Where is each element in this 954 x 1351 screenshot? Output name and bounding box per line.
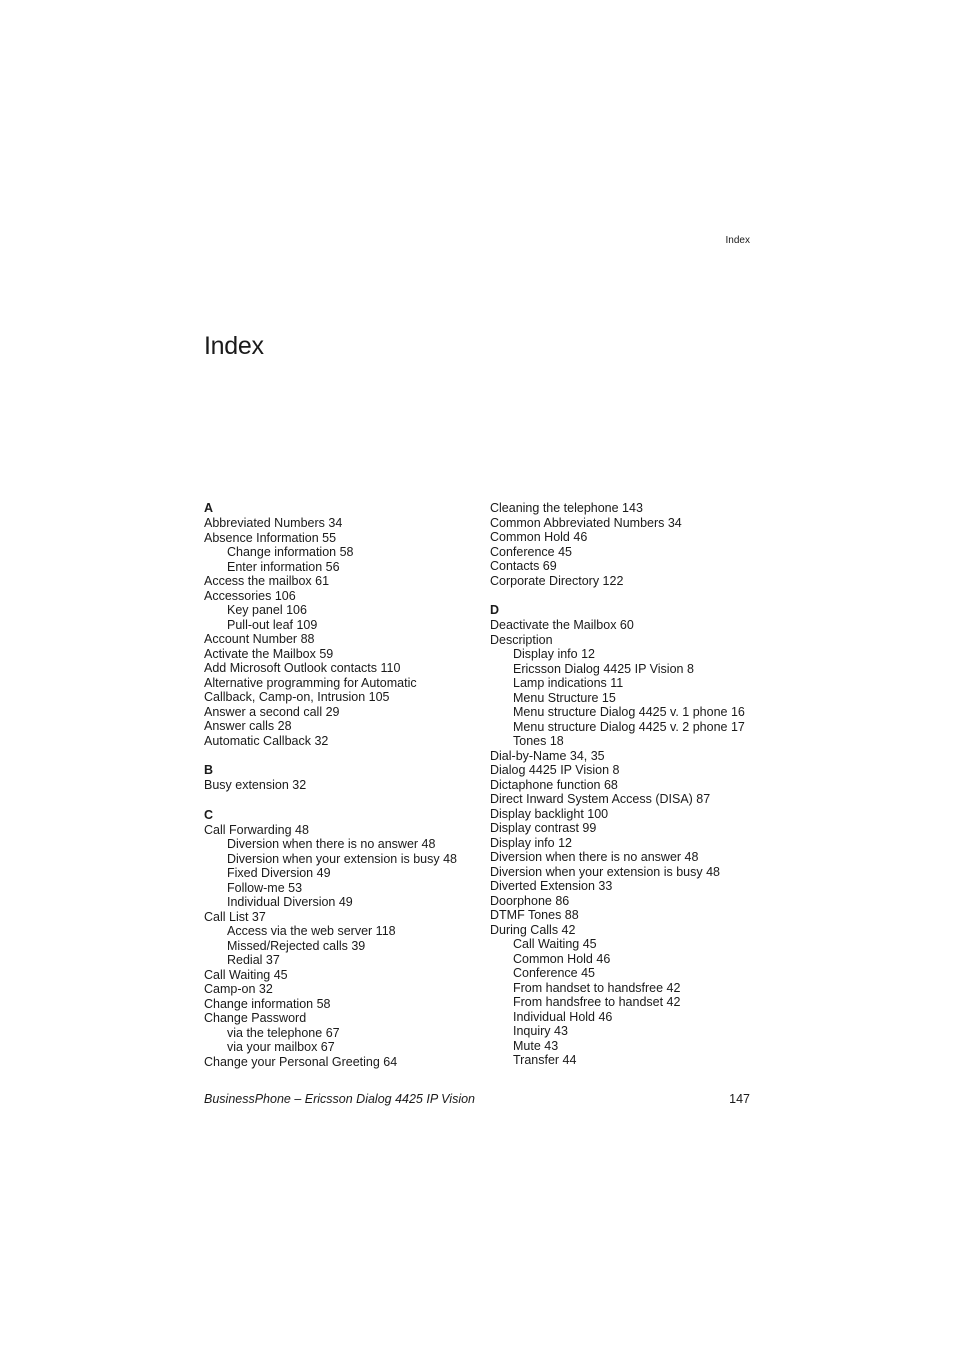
index-subentry: Menu structure Dialog 4425 v. 2 phone 17 (513, 719, 745, 734)
index-entry: DTMF Tones 88 (490, 908, 579, 922)
index-entry: Alternative programming for Automatic (204, 675, 417, 690)
index-subentry: Common Hold 46 (513, 951, 611, 966)
index-entry: During Calls 42 (490, 922, 576, 937)
index-subentry: Key panel 106 (227, 603, 307, 617)
index-subentry: Individual Diversion 49 (227, 895, 353, 909)
index-subentry: Call Waiting 45 (513, 937, 597, 951)
index-letter-heading: D (490, 603, 500, 617)
index-entry: Call List 37 (204, 909, 266, 924)
index-subentry: Access via the web server 118 (227, 924, 396, 938)
index-entry: Direct Inward System Access (DISA) 87 (490, 792, 711, 806)
index-letter-heading: B (204, 763, 214, 777)
index-subentry: Ericsson Dialog 4425 IP Vision 8 (513, 661, 694, 676)
index-entry: Display info 12 (490, 835, 572, 850)
index-entry: Cleaning the telephone 143 (490, 501, 643, 515)
index-subentry: Fixed Diversion 49 (227, 866, 331, 880)
index-entry: Call Forwarding 48 (204, 822, 309, 837)
index-subentry: Change information 58 (227, 545, 354, 559)
index-entry: Description (490, 632, 553, 647)
index-entry: Camp-on 32 (204, 982, 273, 996)
index-entry: Dictaphone function 68 (490, 777, 618, 792)
index-subentry: Diversion when your extension is busy 48 (227, 851, 457, 866)
index-entry: Access the mailbox 61 (204, 574, 330, 588)
index-entry: Common Hold 46 (490, 530, 588, 544)
index-entry: Dialog 4425 IP Vision 8 (490, 763, 620, 777)
footer-document-title: BusinessPhone – Ericsson Dialog 4425 IP Vision (204, 1092, 475, 1106)
index-entry: Busy extension 32 (204, 778, 307, 792)
index-subentry: Follow-me 53 (227, 880, 303, 895)
index-entry: Change your Personal Greeting 64 (204, 1054, 398, 1069)
index-entry: Add Microsoft Outlook contacts 110 (204, 661, 401, 675)
index-column-right (490, 501, 754, 1068)
index-entry: Diverted Extension 33 (490, 879, 613, 893)
page-title: Index (204, 332, 264, 360)
index-entry: Display backlight 100 (490, 806, 609, 821)
index-entry: Diversion when your extension is busy 48 (490, 864, 720, 879)
index-letter-heading: A (204, 501, 214, 515)
index-subentry: Missed/Rejected calls 39 (227, 938, 366, 953)
index-entry: Callback, Camp-on, Intrusion 105 (204, 690, 390, 704)
index-entry: Deactivate the Mailbox 60 (490, 618, 634, 632)
index-subentry: Transfer 44 (513, 1053, 577, 1067)
index-subentry: Tones 18 (513, 734, 564, 748)
index-entry: Corporate Directory 122 (490, 573, 624, 588)
index-entry: Display contrast 99 (490, 821, 597, 835)
running-header: Index (725, 235, 750, 246)
index-entry: Answer calls 28 (204, 719, 292, 733)
index-subentry: Pull-out leaf 109 (227, 617, 318, 632)
index-entry: Diversion when there is no answer 48 (490, 850, 699, 864)
index-subentry: Inquiry 43 (513, 1024, 568, 1038)
index-subentry: Diversion when there is no answer 48 (227, 837, 436, 851)
index-entry: Change information 58 (204, 996, 331, 1011)
index-subentry: Menu structure Dialog 4425 v. 1 phone 16 (513, 705, 745, 719)
index-entry: Absence Information 55 (204, 530, 337, 545)
index-entry: Account Number 88 (204, 632, 315, 646)
index-entry: Answer a second call 29 (204, 704, 340, 719)
index-subentry: Menu Structure 15 (513, 690, 616, 705)
index-entry: Doorphone 86 (490, 893, 570, 908)
index-subentry: Mute 43 (513, 1038, 559, 1053)
index-subentry: Display info 12 (513, 647, 595, 661)
index-subentry: Lamp indications 11 (513, 676, 624, 690)
index-entry: Activate the Mailbox 59 (204, 646, 334, 661)
index-entry: Call Waiting 45 (204, 967, 288, 982)
index-subentry: via your mailbox 67 (227, 1040, 335, 1054)
index-entry: Automatic Callback 32 (204, 733, 329, 748)
index-entry: Conference 45 (490, 544, 573, 559)
index-subentry: From handset to handsfree 42 (513, 980, 681, 995)
index-subentry: Enter information 56 (227, 559, 340, 574)
index-entry: Dial-by-Name 34, 35 (490, 748, 605, 763)
index-entry: Contacts 69 (490, 559, 557, 573)
footer-page-number: 147 (729, 1092, 750, 1106)
index-entry: Common Abbreviated Numbers 34 (490, 515, 682, 530)
index-entry: Change Password (204, 1011, 307, 1025)
index-letter-heading: C (204, 807, 214, 822)
index-entry: Accessories 106 (204, 588, 296, 603)
index-subentry: Conference 45 (513, 966, 596, 980)
index-entry: Abbreviated Numbers 34 (204, 516, 343, 530)
index-column-left (204, 501, 474, 1069)
index-subentry: Individual Hold 46 (513, 1009, 613, 1024)
index-subentry: Redial 37 (227, 953, 280, 967)
index-subentry: From handsfree to handset 42 (513, 995, 681, 1009)
index-subentry: via the telephone 67 (227, 1025, 340, 1040)
